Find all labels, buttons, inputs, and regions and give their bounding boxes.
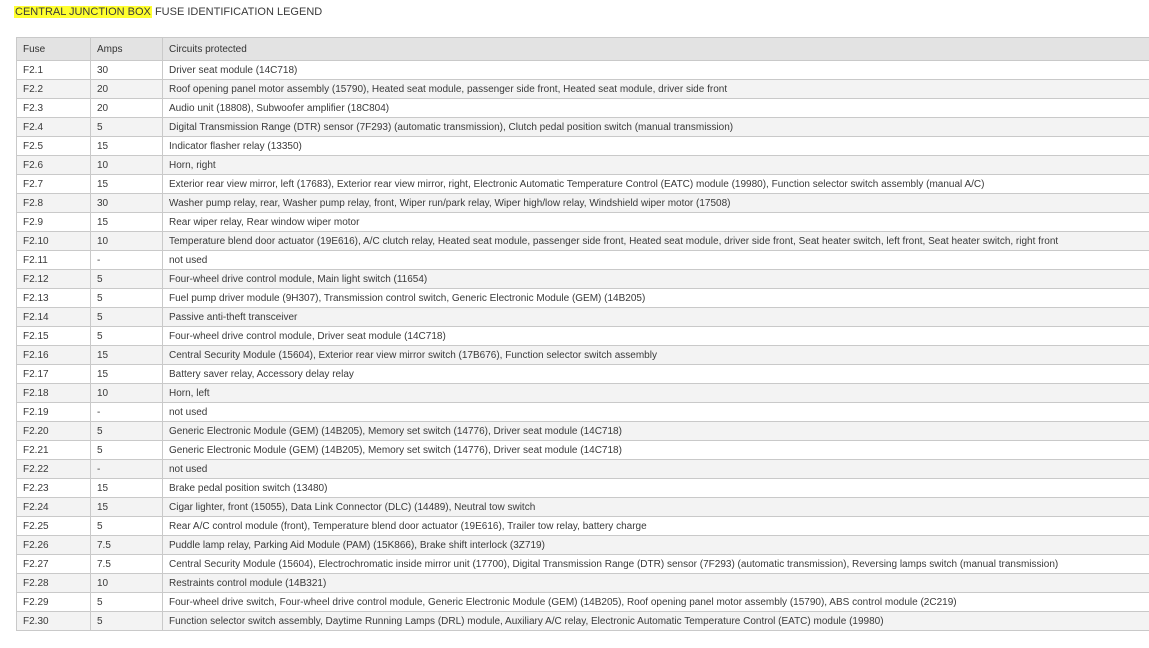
amps-cell: 5 — [91, 612, 163, 631]
circuits-cell: not used — [163, 460, 1149, 479]
circuits-cell: Generic Electronic Module (GEM) (14B205), Memory set switch (14776), Driver seat module (14C718) — [163, 441, 1149, 460]
fuse-cell: F2.8 — [17, 194, 91, 213]
circuits-cell: Audio unit (18808), Subwoofer amplifier (18C804) — [163, 99, 1149, 118]
amps-cell: 20 — [91, 80, 163, 99]
table-row — [17, 175, 1149, 194]
amps-cell: 15 — [91, 346, 163, 365]
fuse-cell: F2.10 — [17, 232, 91, 251]
amps-cell: 30 — [91, 61, 163, 80]
amps-cell: - — [91, 251, 163, 270]
circuits-cell: Brake pedal position switch (13480) — [163, 479, 1149, 498]
amps-cell: 10 — [91, 156, 163, 175]
amps-cell: 10 — [91, 232, 163, 251]
column-header-fuse: Fuse — [17, 38, 91, 61]
circuits-cell: Rear wiper relay, Rear window wiper motor — [163, 213, 1149, 232]
circuits-cell: Central Security Module (15604), Electrochromatic inside mirror unit (17700), Digital Transmission Range (DTR) sensor (7F293) (automatic transmission), Reversing lamps switch (manual transmission) — [163, 555, 1149, 574]
amps-cell: 15 — [91, 213, 163, 232]
fuse-cell: F2.2 — [17, 80, 91, 99]
circuits-cell: Restraints control module (14B321) — [163, 574, 1149, 593]
fuse-cell: F2.22 — [17, 460, 91, 479]
circuits-cell: Puddle lamp relay, Parking Aid Module (PAM) (15K866), Brake shift interlock (3Z719) — [163, 536, 1149, 555]
page-title — [14, 4, 322, 20]
circuits-cell: Rear A/C control module (front), Temperature blend door actuator (19E616), Trailer tow relay, battery charge — [163, 517, 1149, 536]
fuse-cell: F2.24 — [17, 498, 91, 517]
table-row — [17, 61, 1149, 80]
amps-cell: 15 — [91, 137, 163, 156]
fuse-cell: F2.1 — [17, 61, 91, 80]
circuits-cell: Battery saver relay, Accessory delay relay — [163, 365, 1149, 384]
circuits-cell: Digital Transmission Range (DTR) sensor (7F293) (automatic transmission), Clutch pedal position switch (manual transmission) — [163, 118, 1149, 137]
table-row — [17, 403, 1149, 422]
amps-cell: 7.5 — [91, 536, 163, 555]
table-row — [17, 555, 1149, 574]
circuits-cell: Cigar lighter, front (15055), Data Link Connector (DLC) (14489), Neutral tow switch — [163, 498, 1149, 517]
fuse-cell: F2.16 — [17, 346, 91, 365]
fuse-cell: F2.21 — [17, 441, 91, 460]
amps-cell: 5 — [91, 289, 163, 308]
circuits-cell: Exterior rear view mirror, left (17683), Exterior rear view mirror, right, Electronic Automatic Temperature Control (EATC) module (19980), Function selector switch assembly (manual A/C) — [163, 175, 1149, 194]
circuits-cell: not used — [163, 251, 1149, 270]
table-row — [17, 251, 1149, 270]
title-rest: FUSE IDENTIFICATION LEGEND — [154, 6, 323, 18]
fuse-cell: F2.7 — [17, 175, 91, 194]
circuits-cell: Washer pump relay, rear, Washer pump relay, front, Wiper run/park relay, Wiper high/low relay, Windshield wiper motor (17508) — [163, 194, 1149, 213]
circuits-cell: Passive anti-theft transceiver — [163, 308, 1149, 327]
fuse-cell: F2.12 — [17, 270, 91, 289]
fuse-cell: F2.14 — [17, 308, 91, 327]
circuits-cell: Temperature blend door actuator (19E616), A/C clutch relay, Heated seat module, passenger side front, Heated seat module, driver side front, Seat heater switch, left front, Seat heater switch, right front — [163, 232, 1149, 251]
table-row — [17, 479, 1149, 498]
table-row — [17, 289, 1149, 308]
title-highlight: CENTRAL JUNCTION BOX — [15, 6, 151, 18]
fuse-cell: F2.17 — [17, 365, 91, 384]
table-row — [17, 422, 1149, 441]
table-row — [17, 346, 1149, 365]
amps-cell: 5 — [91, 270, 163, 289]
amps-cell: 5 — [91, 118, 163, 137]
fuse-cell: F2.28 — [17, 574, 91, 593]
table-row — [17, 536, 1149, 555]
fuse-cell: F2.3 — [17, 99, 91, 118]
table-row — [17, 327, 1149, 346]
column-header-amps: Amps — [91, 38, 163, 61]
amps-cell: 30 — [91, 194, 163, 213]
amps-cell: 5 — [91, 593, 163, 612]
amps-cell: 5 — [91, 422, 163, 441]
circuits-cell: Four-wheel drive switch, Four-wheel drive control module, Generic Electronic Module (GEM) (14B205), Roof opening panel motor assembly (15790), ABS control module (2C219) — [163, 593, 1149, 612]
amps-cell: 7.5 — [91, 555, 163, 574]
table-row — [17, 384, 1149, 403]
table-row — [17, 460, 1149, 479]
fuse-cell: F2.13 — [17, 289, 91, 308]
amps-cell: 5 — [91, 308, 163, 327]
table-row — [17, 612, 1149, 631]
fuse-cell: F2.23 — [17, 479, 91, 498]
circuits-cell: Four-wheel drive control module, Driver seat module (14C718) — [163, 327, 1149, 346]
fuse-cell: F2.9 — [17, 213, 91, 232]
table-row — [17, 441, 1149, 460]
amps-cell: 5 — [91, 441, 163, 460]
fuse-cell: F2.4 — [17, 118, 91, 137]
table-row — [17, 270, 1149, 289]
table-row — [17, 517, 1149, 536]
circuits-cell: Generic Electronic Module (GEM) (14B205), Memory set switch (14776), Driver seat module (14C718) — [163, 422, 1149, 441]
fuse-cell: F2.6 — [17, 156, 91, 175]
circuits-cell: Horn, right — [163, 156, 1149, 175]
fuse-cell: F2.29 — [17, 593, 91, 612]
fuse-cell: F2.5 — [17, 137, 91, 156]
amps-cell: - — [91, 403, 163, 422]
fuse-cell: F2.18 — [17, 384, 91, 403]
amps-cell: 15 — [91, 365, 163, 384]
table-row — [17, 498, 1149, 517]
table-row — [17, 137, 1149, 156]
amps-cell: - — [91, 460, 163, 479]
fuse-cell: F2.26 — [17, 536, 91, 555]
table-row — [17, 80, 1149, 99]
table-row — [17, 593, 1149, 612]
fuse-cell: F2.19 — [17, 403, 91, 422]
table-row — [17, 213, 1149, 232]
circuits-cell: not used — [163, 403, 1149, 422]
circuits-cell: Central Security Module (15604), Exterior rear view mirror switch (17B676), Function selector switch assembly — [163, 346, 1149, 365]
fuse-cell: F2.30 — [17, 612, 91, 631]
amps-cell: 5 — [91, 327, 163, 346]
amps-cell: 10 — [91, 574, 163, 593]
fuse-cell: F2.11 — [17, 251, 91, 270]
amps-cell: 15 — [91, 479, 163, 498]
circuits-cell: Fuel pump driver module (9H307), Transmission control switch, Generic Electronic Module (GEM) (14B205) — [163, 289, 1149, 308]
fuse-cell: F2.20 — [17, 422, 91, 441]
circuits-cell: Four-wheel drive control module, Main light switch (11654) — [163, 270, 1149, 289]
circuits-cell: Function selector switch assembly, Daytime Running Lamps (DRL) module, Auxiliary A/C relay, Electronic Automatic Temperature Control (EATC) module (19980) — [163, 612, 1149, 631]
table-row — [17, 156, 1149, 175]
table-row — [17, 308, 1149, 327]
table-header-row — [17, 38, 1149, 61]
column-header-circuits: Circuits protected — [163, 38, 1149, 61]
circuits-cell: Indicator flasher relay (13350) — [163, 137, 1149, 156]
circuits-cell: Horn, left — [163, 384, 1149, 403]
amps-cell: 15 — [91, 175, 163, 194]
fuse-cell: F2.27 — [17, 555, 91, 574]
table-row — [17, 365, 1149, 384]
circuits-cell: Driver seat module (14C718) — [163, 61, 1149, 80]
amps-cell: 10 — [91, 384, 163, 403]
amps-cell: 15 — [91, 498, 163, 517]
table-row — [17, 118, 1149, 137]
table-row — [17, 574, 1149, 593]
amps-cell: 5 — [91, 517, 163, 536]
table-row — [17, 99, 1149, 118]
amps-cell: 20 — [91, 99, 163, 118]
circuits-cell: Roof opening panel motor assembly (15790), Heated seat module, passenger side front, Heated seat module, driver side front — [163, 80, 1149, 99]
table-row — [17, 232, 1149, 251]
table-row — [17, 194, 1149, 213]
fuse-cell: F2.15 — [17, 327, 91, 346]
table-body — [17, 61, 1149, 631]
fuse-legend-table — [16, 37, 1149, 631]
fuse-cell: F2.25 — [17, 517, 91, 536]
